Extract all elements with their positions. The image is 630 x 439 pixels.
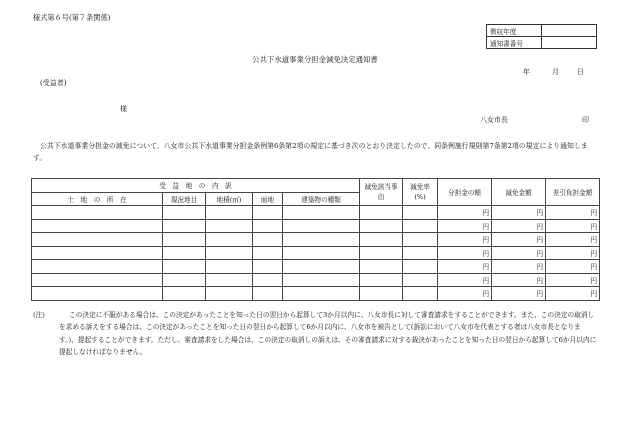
cell-area[interactable]: [206, 273, 253, 287]
table-body: [32, 206, 600, 301]
cell-reason[interactable]: [360, 219, 403, 233]
date-year: 年: [523, 68, 530, 76]
cell-net[interactable]: 円: [546, 219, 600, 233]
cell-location[interactable]: [32, 233, 163, 247]
header-rate: 減免率(%): [403, 179, 438, 206]
header-reason: 減免該当事由: [360, 179, 403, 206]
table-row: [32, 273, 600, 287]
cell-area[interactable]: [206, 233, 253, 247]
header-building-type: 建築物の種類: [283, 192, 360, 206]
cell-reduction[interactable]: 円: [492, 206, 546, 220]
meta-row: [487, 25, 597, 37]
cell-location[interactable]: [32, 219, 163, 233]
notes-section: [33, 309, 599, 358]
cell-location[interactable]: [32, 287, 163, 301]
meta-label-fiscal-year: 徴収年度: [487, 25, 542, 37]
group-header: 受 益 地 の 内 訳: [32, 179, 360, 193]
cell-building-type[interactable]: [283, 233, 360, 247]
issuer-name: 八女市長: [480, 116, 508, 124]
cell-building-type[interactable]: [283, 206, 360, 220]
cell-reduction[interactable]: 円: [492, 246, 546, 260]
cell-land-category[interactable]: [163, 233, 206, 247]
meta-value-fiscal-year[interactable]: [542, 25, 597, 37]
cell-area[interactable]: [206, 246, 253, 260]
cell-land-category[interactable]: [163, 206, 206, 220]
cell-rate[interactable]: [403, 206, 438, 220]
cell-reason[interactable]: [360, 246, 403, 260]
cell-frontage[interactable]: [253, 246, 283, 260]
breakdown-table: [31, 178, 600, 301]
cell-net[interactable]: 円: [546, 260, 600, 274]
cell-location[interactable]: [32, 260, 163, 274]
cell-rate[interactable]: [403, 260, 438, 274]
cell-net[interactable]: 円: [546, 233, 600, 247]
cell-rate[interactable]: [403, 219, 438, 233]
cell-reduction[interactable]: 円: [492, 233, 546, 247]
cell-net[interactable]: 円: [546, 287, 600, 301]
cell-share[interactable]: 円: [438, 233, 492, 247]
cell-land-category[interactable]: [163, 273, 206, 287]
cell-share[interactable]: 円: [438, 246, 492, 260]
header-area: 地積(㎡): [206, 192, 253, 206]
cell-frontage[interactable]: [253, 206, 283, 220]
note-paragraph: この決定に不服がある場合は、この決定があったことを知った日の翌日から起算して3か月以内に、八女市長に対して審査請求をすることができます。また、この決定の取消しを求める訴えをする場合は、この決定があったことを知った日の翌日から起算して6か月以内に、八女市を被告として(訴訟において八女市を代表とする者は八女市長となります。)、提起することができます。ただし、審査請求をした場合は、この決定の取消しの訴えは、その審査請求に対する裁決があったことを知った日の翌日から起算して6か月以内に提起しなければなりません。: [59, 311, 597, 356]
cell-share[interactable]: 円: [438, 287, 492, 301]
cell-location[interactable]: [32, 246, 163, 260]
date-day: 日: [577, 68, 584, 76]
honorific: 様: [120, 105, 127, 113]
cell-reduction[interactable]: 円: [492, 287, 546, 301]
cell-building-type[interactable]: [283, 260, 360, 274]
cell-reduction[interactable]: 円: [492, 260, 546, 274]
cell-frontage[interactable]: [253, 260, 283, 274]
notes-label: (注): [33, 311, 45, 319]
seal-mark: 印: [582, 116, 589, 124]
cell-rate[interactable]: [403, 233, 438, 247]
cell-net[interactable]: 円: [546, 246, 600, 260]
form-number: 様式第６号(第７条関係): [33, 13, 111, 22]
cell-rate[interactable]: [403, 287, 438, 301]
cell-land-category[interactable]: [163, 219, 206, 233]
cell-reason[interactable]: [360, 260, 403, 274]
cell-frontage[interactable]: [253, 287, 283, 301]
cell-reason[interactable]: [360, 273, 403, 287]
cell-reduction[interactable]: 円: [492, 219, 546, 233]
cell-reason[interactable]: [360, 287, 403, 301]
cell-frontage[interactable]: [253, 233, 283, 247]
cell-area[interactable]: [206, 206, 253, 220]
meta-value-notice-number[interactable]: [542, 37, 597, 49]
cell-share[interactable]: 円: [438, 260, 492, 274]
header-reduction: 減免金額: [492, 179, 546, 206]
meta-box: [486, 24, 597, 49]
cell-area[interactable]: [206, 219, 253, 233]
body-text: 公共下水道事業分担金の減免について、八女市公共下水道事業分担金条例第6条第2項の規定に基づき次のとおり決定したので、同条例施行規則第7条第2項の規定により通知します。: [33, 142, 588, 162]
cell-building-type[interactable]: [283, 273, 360, 287]
table-row: [32, 219, 600, 233]
cell-net[interactable]: 円: [546, 206, 600, 220]
table-row: [32, 206, 600, 220]
cell-share[interactable]: 円: [438, 219, 492, 233]
cell-building-type[interactable]: [283, 246, 360, 260]
cell-frontage[interactable]: [253, 219, 283, 233]
table-row: [32, 287, 600, 301]
cell-reason[interactable]: [360, 233, 403, 247]
table-row: [32, 233, 600, 247]
cell-rate[interactable]: [403, 246, 438, 260]
meta-label-notice-number: 通知書番号: [487, 37, 542, 49]
cell-building-type[interactable]: [283, 287, 360, 301]
cell-reason[interactable]: [360, 206, 403, 220]
date-month: 月: [552, 68, 559, 76]
cell-reduction[interactable]: 円: [492, 273, 546, 287]
cell-building-type[interactable]: [283, 219, 360, 233]
cell-net[interactable]: 円: [546, 273, 600, 287]
cell-land-category[interactable]: [163, 246, 206, 260]
recipient-label: (受益者): [40, 79, 67, 87]
cell-area[interactable]: [206, 260, 253, 274]
cell-share[interactable]: 円: [438, 273, 492, 287]
header-land-category: 現況地目: [163, 192, 206, 206]
table-row: [32, 260, 600, 274]
cell-rate[interactable]: [403, 273, 438, 287]
cell-share[interactable]: 円: [438, 206, 492, 220]
cell-area[interactable]: [206, 287, 253, 301]
cell-land-category[interactable]: [163, 287, 206, 301]
header-frontage: 面地: [253, 192, 283, 206]
header-share: 分担金の額: [438, 179, 492, 206]
date-row: [523, 67, 584, 77]
document-title: 公共下水道事業分担金減免決定通知書: [252, 55, 378, 64]
header-net: 差引負担金額: [546, 179, 600, 206]
cell-frontage[interactable]: [253, 273, 283, 287]
cell-location[interactable]: [32, 273, 163, 287]
table-row: [32, 246, 600, 260]
cell-land-category[interactable]: [163, 260, 206, 274]
cell-location[interactable]: [32, 206, 163, 220]
meta-row: [487, 37, 597, 49]
header-location: 土 地 の 所 在: [32, 192, 163, 206]
